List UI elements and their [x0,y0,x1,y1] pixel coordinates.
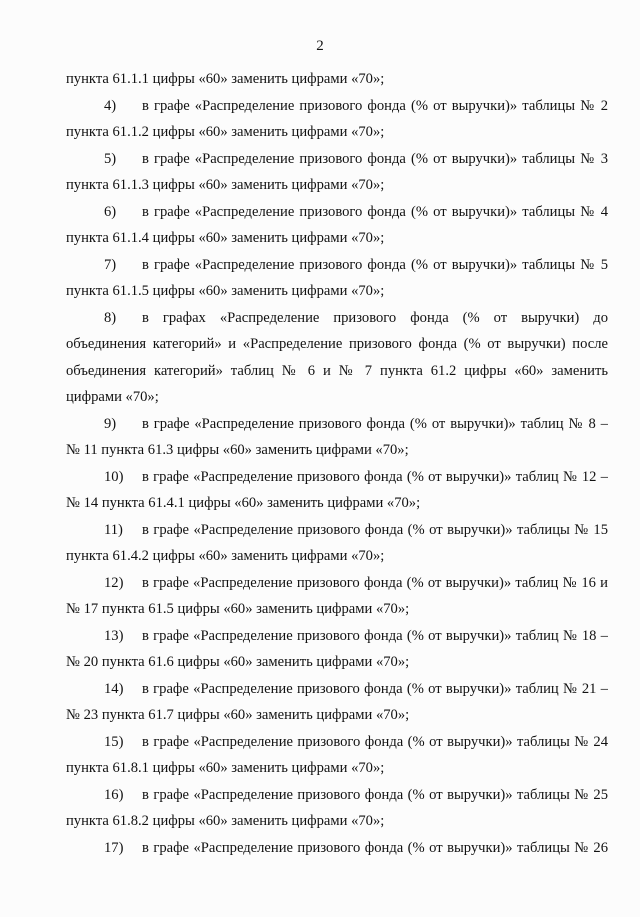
item-number: 4) [104,97,117,114]
item-text: в графе «Распределение призового фонда (% от выручки)» таблицы № 15 [142,521,608,538]
list-item-15-line-2: пункта 61.8.1 цифры «60» заменить цифрами «70»; [66,760,385,776]
item-text: в графе «Распределение призового фонда (% от выручки)» таблиц № 21 – [142,680,608,697]
list-item-9-line-1 [66,411,608,438]
item-text: в графе «Распределение призового фонда (% от выручки)» таблицы № 26 [142,839,608,856]
list-item-5-line-2: пункта 61.1.3 цифры «60» заменить цифрами «70»; [66,177,385,193]
item-text: в графе «Распределение призового фонда (% от выручки)» таблицы № 25 [142,786,608,803]
item-text: в графе «Распределение призового фонда (% от выручки)» таблиц № 16 и [142,574,608,591]
list-item-10-line-2: № 14 пункта 61.4.1 цифры «60» заменить цифрами «70»; [66,495,421,511]
list-item-12-line-1 [66,570,608,597]
list-item-11-line-1 [66,517,608,544]
item-number: 10) [104,468,124,485]
list-item-7-line-1 [66,252,608,279]
item-number: 12) [104,574,124,591]
list-item-9-line-2: № 11 пункта 61.3 цифры «60» заменить цифрами «70»; [66,442,409,458]
list-item-8-line-1 [66,305,608,332]
list-item-13-line-2: № 20 пункта 61.6 цифры «60» заменить цифрами «70»; [66,654,410,670]
list-item-15-line-1 [66,729,608,756]
item-text: в графе «Распределение призового фонда (% от выручки)» таблиц № 18 – [142,627,608,644]
item-number: 15) [104,733,124,750]
list-item-6-line-2: пункта 61.1.4 цифры «60» заменить цифрами «70»; [66,230,385,246]
list-item-4-line-1 [66,93,608,120]
item-number: 8) [104,309,117,326]
list-item-16-line-2: пункта 61.8.2 цифры «60» заменить цифрами «70»; [66,813,385,829]
list-item-11-line-2: пункта 61.4.2 цифры «60» заменить цифрами «70»; [66,548,385,564]
list-item-6-line-1 [66,199,608,226]
list-item-8-line-4: цифрами «70»; [66,389,159,405]
list-item-10-line-1 [66,464,608,491]
item-number: 14) [104,680,124,697]
page-number: 2 [316,38,324,54]
list-item-17-line-1 [66,835,608,862]
item-number: 11) [104,521,123,538]
item-number: 9) [104,415,117,432]
list-item-14-line-1 [66,676,608,703]
item-text: в графе «Распределение призового фонда (% от выручки)» таблицы № 5 [142,256,608,273]
item-text: в графе «Распределение призового фонда (% от выручки)» таблиц № 8 – [142,415,608,432]
item-text: в графе «Распределение призового фонда (% от выручки)» таблицы № 3 [142,150,608,167]
list-item-4-line-2: пункта 61.1.2 цифры «60» заменить цифрами «70»; [66,124,385,140]
item-text: в графах «Распределение призового фонда (% от выручки) до [142,309,608,326]
item-number: 6) [104,203,117,220]
list-item-13-line-1 [66,623,608,650]
list-item-14-line-2: № 23 пункта 61.7 цифры «60» заменить цифрами «70»; [66,707,410,723]
item-text: в графе «Распределение призового фонда (% от выручки)» таблицы № 2 [142,97,608,114]
intro-line: пункта 61.1.1 цифры «60» заменить цифрами «70»; [66,71,385,87]
list-item-12-line-2: № 17 пункта 61.5 цифры «60» заменить цифрами «70»; [66,601,410,617]
item-number: 17) [104,839,124,856]
item-text: в графе «Распределение призового фонда (% от выручки)» таблиц № 12 – [142,468,608,485]
item-number: 13) [104,627,124,644]
document-body [66,66,608,861]
list-item-8-line-2: объединения категорий» и «Распределение призового фонда (% от выручки) после [66,336,608,352]
item-text: в графе «Распределение призового фонда (% от выручки)» таблицы № 24 [142,733,608,750]
list-item-16-line-1 [66,782,608,809]
item-text: в графе «Распределение призового фонда (% от выручки)» таблицы № 4 [142,203,608,220]
list-item-7-line-2: пункта 61.1.5 цифры «60» заменить цифрами «70»; [66,283,385,299]
item-number: 16) [104,786,124,803]
list-item-5-line-1 [66,146,608,173]
item-number: 5) [104,150,117,167]
list-item-8-line-3: объединения категорий» таблиц № 6 и № 7 пункта 61.2 цифры «60» заменить [66,362,608,379]
item-number: 7) [104,256,117,273]
